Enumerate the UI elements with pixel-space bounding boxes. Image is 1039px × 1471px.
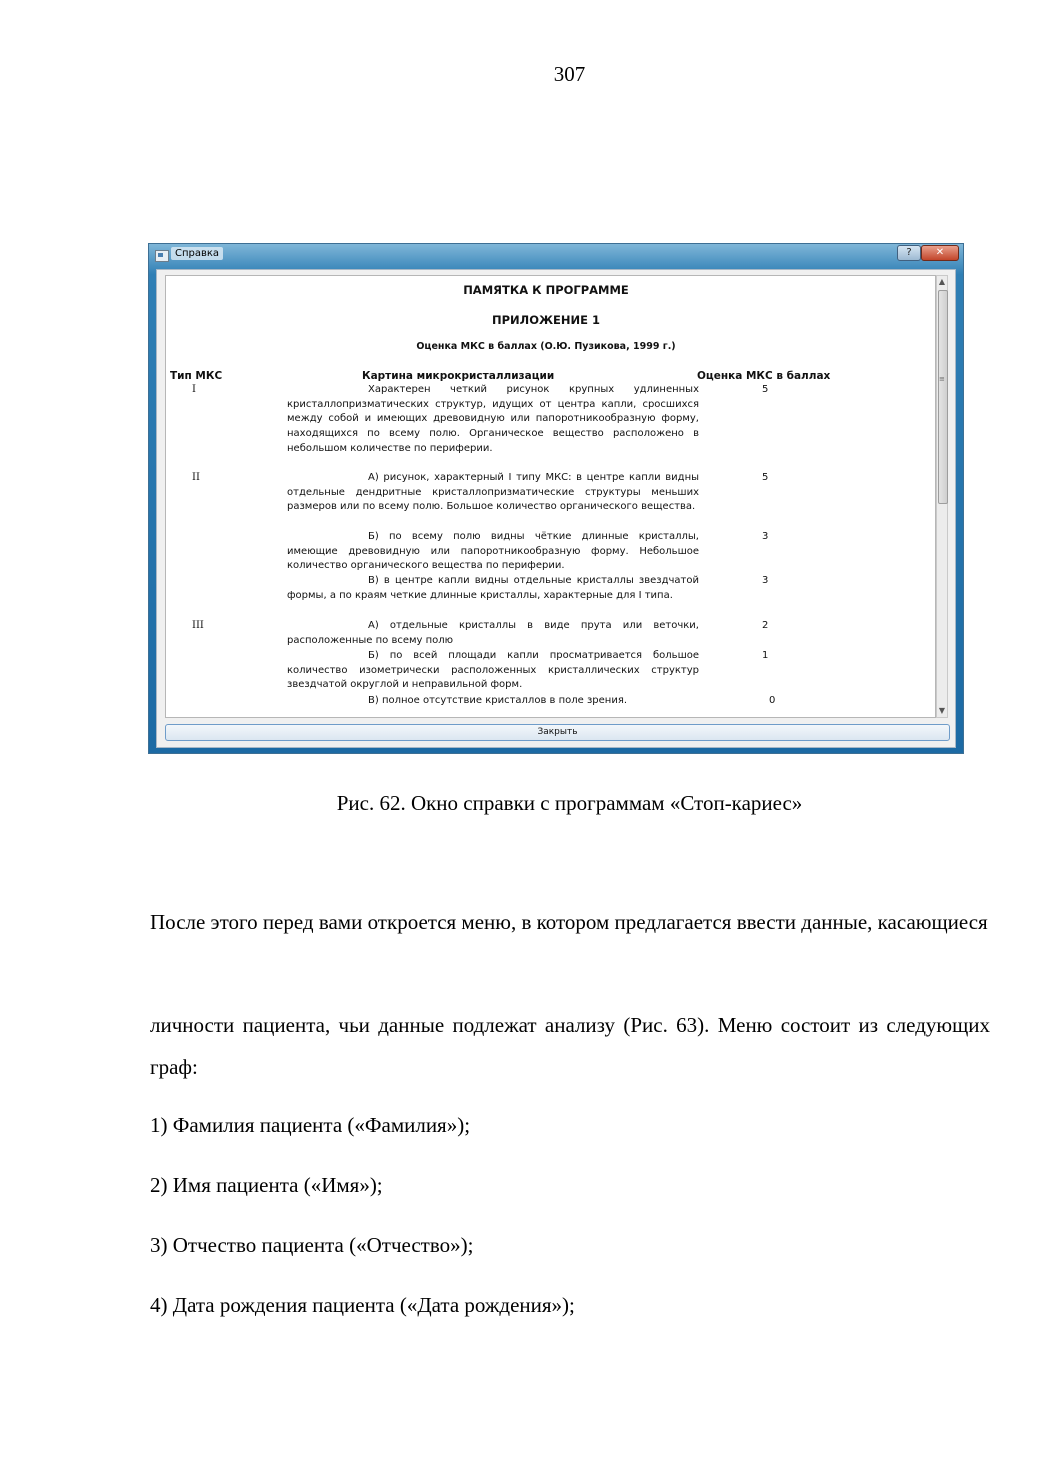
row-description: В) полное отсутствие кристаллов в поле зрения. bbox=[368, 695, 628, 706]
list-item: 4) Дата рождения пациента («Дата рождения»); bbox=[150, 1293, 575, 1317]
row-description: Характерен четкий рисунок крупных удлиненных кристаллопризматических структур, идущих от центра капли, сросшихся между собой и имеющих древовидную или папоротникообразную форму, находящихся по всему полю. Органическое вещество расположено в небольшом количестве по периферии. bbox=[287, 384, 699, 454]
scroll-thumb[interactable] bbox=[938, 290, 948, 504]
row-description: В) в центре капли видны отдельные кристаллы звездчатой формы, а по краям четкие длинные кристаллы, характерные для I типа. bbox=[287, 575, 699, 601]
help-content-panel[interactable] bbox=[165, 275, 936, 718]
page-number: 307 bbox=[553, 62, 586, 86]
column-header-score: Оценка МКС в баллах bbox=[697, 370, 831, 382]
scroll-grip-icon: ≡ bbox=[939, 375, 945, 383]
row-description: Б) по всей площади капли просматривается большое количество изометрически расположенных кристаллических структур звездчатой округлой и неправильной форм. bbox=[287, 650, 699, 691]
row-score: 2 bbox=[762, 620, 769, 631]
row-description: А) рисунок, характерный I типу МКС: в центре капли видны отдельные дендритные кристаллопризматические структуры меньших размеров или по всему полю. Большое количество органического вещества. bbox=[287, 472, 699, 513]
body-paragraph: После этого перед вами откроется меню, в котором предлагается ввести данные, касающиеся bbox=[150, 910, 988, 934]
list-item: 1) Фамилия пациента («Фамилия»); bbox=[150, 1113, 471, 1137]
row-score: 0 bbox=[769, 695, 776, 706]
row-score: 5 bbox=[762, 384, 769, 395]
help-window bbox=[148, 243, 964, 754]
memo-heading: ПАМЯТКА К ПРОГРАММЕ bbox=[463, 283, 629, 297]
evaluation-title: Оценка МКС в баллах (О.Ю. Пузикова, 1999 г.) bbox=[416, 341, 676, 352]
row-description: Б) по всему полю видны чёткие длинные кристаллы, имеющие древовидную или папоротникообразную форму. Небольшое количество органического вещества по периферии. bbox=[287, 531, 699, 572]
row-description: А) отдельные кристаллы в виде прута или веточки, расположенные по всему полю bbox=[287, 620, 699, 646]
column-header-type: Тип МКС bbox=[170, 370, 223, 382]
row-type: III bbox=[192, 620, 204, 631]
figure-caption: Рис. 62. Окно справки с программам «Стоп-кариес» bbox=[336, 791, 803, 815]
window-titlebar bbox=[149, 244, 963, 266]
row-type: I bbox=[192, 384, 196, 395]
window-app-icon bbox=[155, 250, 169, 262]
help-icon-button[interactable]: ? bbox=[897, 245, 921, 261]
scroll-down-icon[interactable]: ▼ bbox=[938, 706, 946, 715]
window-client-area bbox=[156, 269, 956, 748]
row-type: II bbox=[192, 472, 200, 483]
vertical-scrollbar[interactable] bbox=[936, 275, 948, 718]
body-paragraph: личности пациента, чьи данные подлежат анализу (Рис. 63). Меню состоит из следующих граф: bbox=[150, 1013, 990, 1079]
scroll-up-icon[interactable]: ▲ bbox=[938, 277, 946, 286]
row-score: 5 bbox=[762, 472, 769, 483]
appendix-heading: ПРИЛОЖЕНИЕ 1 bbox=[491, 313, 601, 327]
row-score: 3 bbox=[762, 575, 769, 586]
row-score: 1 bbox=[762, 650, 769, 661]
window-title: Справка bbox=[171, 247, 223, 260]
row-score: 3 bbox=[762, 531, 769, 542]
list-item: 3) Отчество пациента («Отчество»); bbox=[150, 1233, 474, 1257]
close-icon-button[interactable]: ✕ bbox=[921, 245, 959, 261]
list-item: 2) Имя пациента («Имя»); bbox=[150, 1173, 383, 1197]
close-button[interactable]: Закрыть bbox=[165, 724, 950, 741]
column-header-picture: Картина микрокристаллизации bbox=[362, 370, 555, 382]
